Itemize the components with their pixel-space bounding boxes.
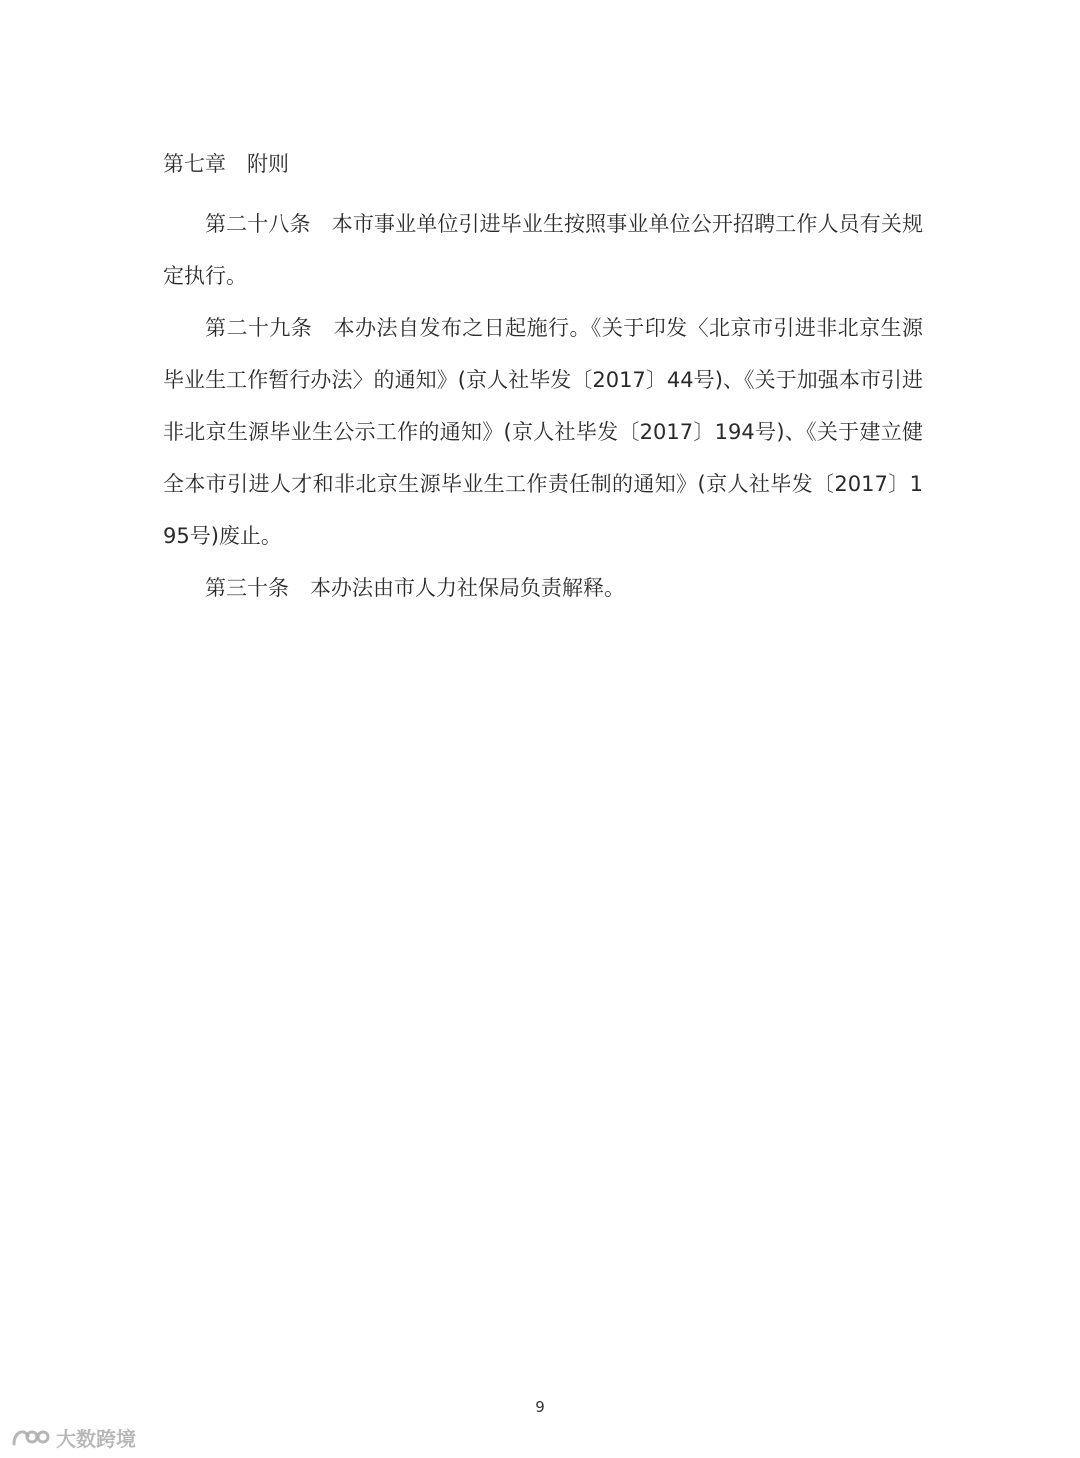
page-number: 9 <box>535 1398 545 1416</box>
document-body <box>163 146 923 614</box>
article-30: 第三十条 本办法由市人力社保局负责解释。 <box>205 576 625 600</box>
watermark-text: 大数跨境 <box>56 1426 136 1451</box>
brand-logo-icon <box>10 1424 50 1450</box>
chapter-heading: 第七章 附则 <box>163 152 289 176</box>
article-29: 第二十九条 本办法自发布之日起施行。《关于印发〈北京市引进非北京生源毕业生工作暂行办法〉的通知》(京人社毕发〔2017〕44号)、《关于加强本市引进非北京生源毕业生公示工作的通知》(京人社毕发〔2017〕194号)、《关于建立健全本市引进人才和非北京生源毕业生工作责任制的通知》(京人社毕发〔2017〕195号)废止。 <box>163 316 923 548</box>
article-28: 第二十八条 本市事业单位引进毕业生按照事业单位公开招聘工作人员有关规定执行。 <box>163 212 923 288</box>
watermark <box>10 1422 136 1452</box>
